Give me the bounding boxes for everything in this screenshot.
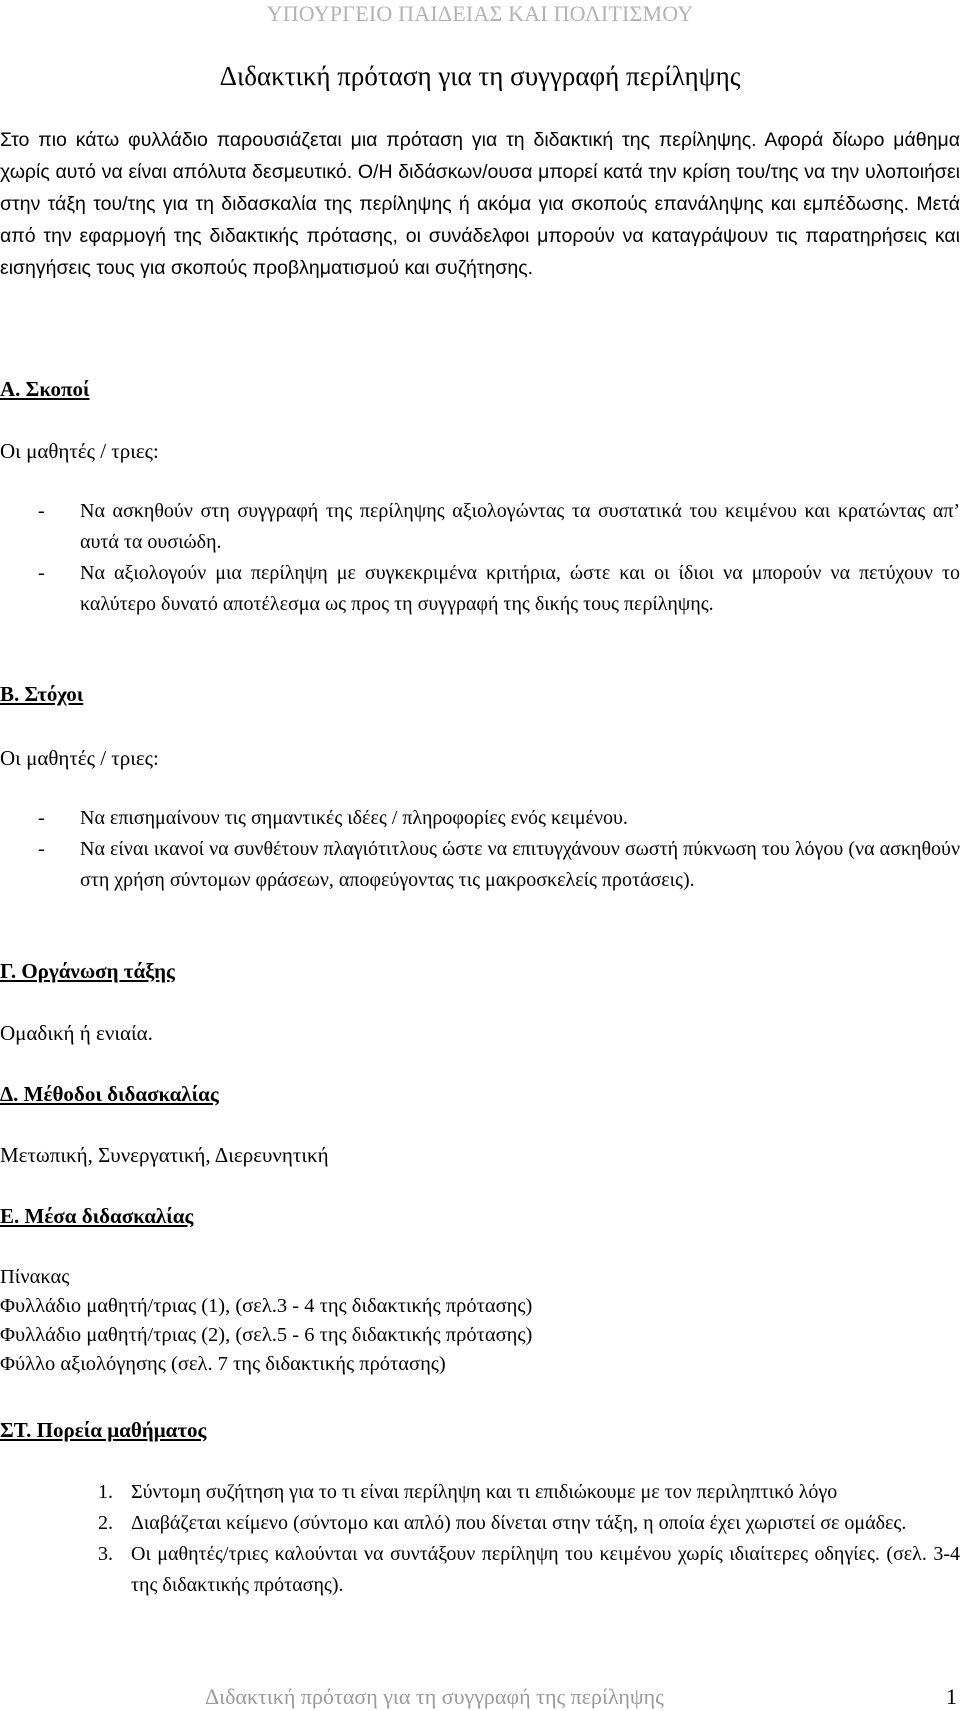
section-b-heading (0, 679, 83, 709)
section-a-heading-text: Α. Σκοποί (0, 377, 90, 401)
section-a-list (0, 496, 960, 620)
page-title: Διδακτική πρόταση για τη συγγραφή περίληψης (219, 61, 741, 91)
section-c-text: Ομαδική ή ενιαία. (0, 1021, 153, 1045)
section-e-heading-text: Ε. Μέσα διδασκαλίας (0, 1204, 194, 1228)
section-st-heading-text: ΣΤ. Πορεία μαθήματος (0, 1418, 207, 1442)
section-st-heading (0, 1415, 206, 1445)
list-item-text: Οι μαθητές/τριες καλούνται να συντάξουν περίληψη του κειμένου χωρίς ιδιαίτερες οδηγίες. (σελ. 3-4 της διδακτικής πρότασης). (131, 1543, 960, 1596)
list-item-text: Να επισημαίνουν τις σημαντικές ιδέες / πληροφορίες ενός κειμένου. (80, 807, 628, 829)
page-number: 1 (946, 1684, 957, 1709)
intro-text: Στο πιο κάτω φυλλάδιο παρουσιάζεται μια πρόταση για τη διδακτική της περίληψης. Αφορά δίωρο μάθημα χωρίς αυτό να είναι απόλυτα δεσμευτικό. Ο/Η διδάσκων/ουσα μπορεί κατά την κρίση του/της να την υλοποιήσει στην τάξη του/της για τη διδασκαλία της περίληψης ή ακόμα για σκοπούς επανάληψης και εμπέδωσης. Μετά από την εφαρμογή της διδακτικής πρότασης, οι συνάδελφοι μπορούν να καταγράψουν τις παρατηρήσεις και εισηγήσεις τους για σκοπούς προβληματισμού και συζήτησης. (0, 129, 960, 279)
list-number: 2. (98, 1512, 113, 1534)
section-e-heading (0, 1201, 193, 1231)
section-a-lead: Οι μαθητές / τριες: (0, 439, 159, 463)
resource-line: Φύλλο αξιολόγησης (σελ. 7 της διδακτικής πρότασης) (0, 1353, 446, 1375)
list-item-text: Διαβάζεται κείμενο (σύντομο και απλό) που δίνεται στην τάξη, η οποία έχει χωριστεί σε ομάδες. (131, 1512, 907, 1534)
section-st-list (0, 1477, 960, 1601)
section-d-heading (0, 1079, 219, 1109)
list-item-text: Να αξιολογούν μια περίληψη με συγκεκριμένα κριτήρια, ώστε και οι ίδιοι να μπορούν να πετύχουν το καλύτερο δυνατό αποτέλεσμα ως προς τη συγγραφή της δικής τους περίληψης. (80, 562, 960, 615)
list-item-text: Να ασκηθούν στη συγγραφή της περίληψης αξιολογώντας τα συστατικά του κειμένου και κρατώντας απ’ αυτά τα ουσιώδη. (80, 500, 960, 553)
intro-paragraph (0, 124, 960, 284)
list-item (0, 1539, 960, 1601)
section-a-heading (0, 374, 89, 404)
section-c-heading (0, 956, 175, 986)
dash-bullet: - (38, 807, 45, 829)
dash-bullet: - (38, 838, 45, 860)
section-b-heading-text: Β. Στόχοι (0, 682, 84, 706)
list-item (0, 1508, 960, 1539)
resource-line: Φυλλάδιο μαθητή/τριας (2), (σελ.5 - 6 της διδακτικής πρότασης) (0, 1324, 533, 1346)
section-d-text: Μετωπική, Συνεργατική, Διερευνητική (0, 1143, 329, 1167)
dash-bullet: - (38, 562, 45, 584)
list-item-text: Να είναι ικανοί να συνθέτουν πλαγιότιτλους ώστε να επιτυγχάνουν σωστή πύκνωση του λόγου (να ασκηθούν στη χρήση σύντομων φράσεων, αποφεύγοντας τις μακροσκελείς προτάσεις). (80, 838, 960, 891)
dash-bullet: - (38, 500, 45, 522)
list-item (0, 558, 960, 620)
list-item (0, 496, 960, 558)
list-item (0, 1477, 960, 1508)
list-item (0, 803, 960, 834)
list-item (0, 834, 960, 896)
list-number: 1. (98, 1481, 113, 1503)
section-d-heading-text: Δ. Μέθοδοι διδασκαλίας (0, 1082, 219, 1106)
section-b-lead: Οι μαθητές / τριες: (0, 746, 159, 770)
list-number: 3. (98, 1543, 113, 1565)
section-c-heading-text: Γ. Οργάνωση τάξης (0, 959, 175, 983)
section-e-lines (0, 1263, 532, 1379)
section-b-list (0, 803, 960, 896)
footer-text: Διδακτική πρόταση για τη συγγραφή της περίληψης (205, 1684, 664, 1709)
page-header: ΥΠΟΥΡΓΕΙΟ ΠΑΙΔΕΙΑΣ ΚΑΙ ΠΟΛΙΤΙΣΜΟΥ (266, 1, 694, 26)
resource-line: Πίνακας (0, 1266, 70, 1288)
list-item-text: Σύντομη συζήτηση για το τι είναι περίληψη και τι επιδιώκουμε με τον περιληπτικό λόγο (131, 1481, 838, 1503)
resource-line: Φυλλάδιο μαθητή/τριας (1), (σελ.3 - 4 της διδακτικής πρότασης) (0, 1295, 533, 1317)
page-footer (0, 1682, 960, 1711)
